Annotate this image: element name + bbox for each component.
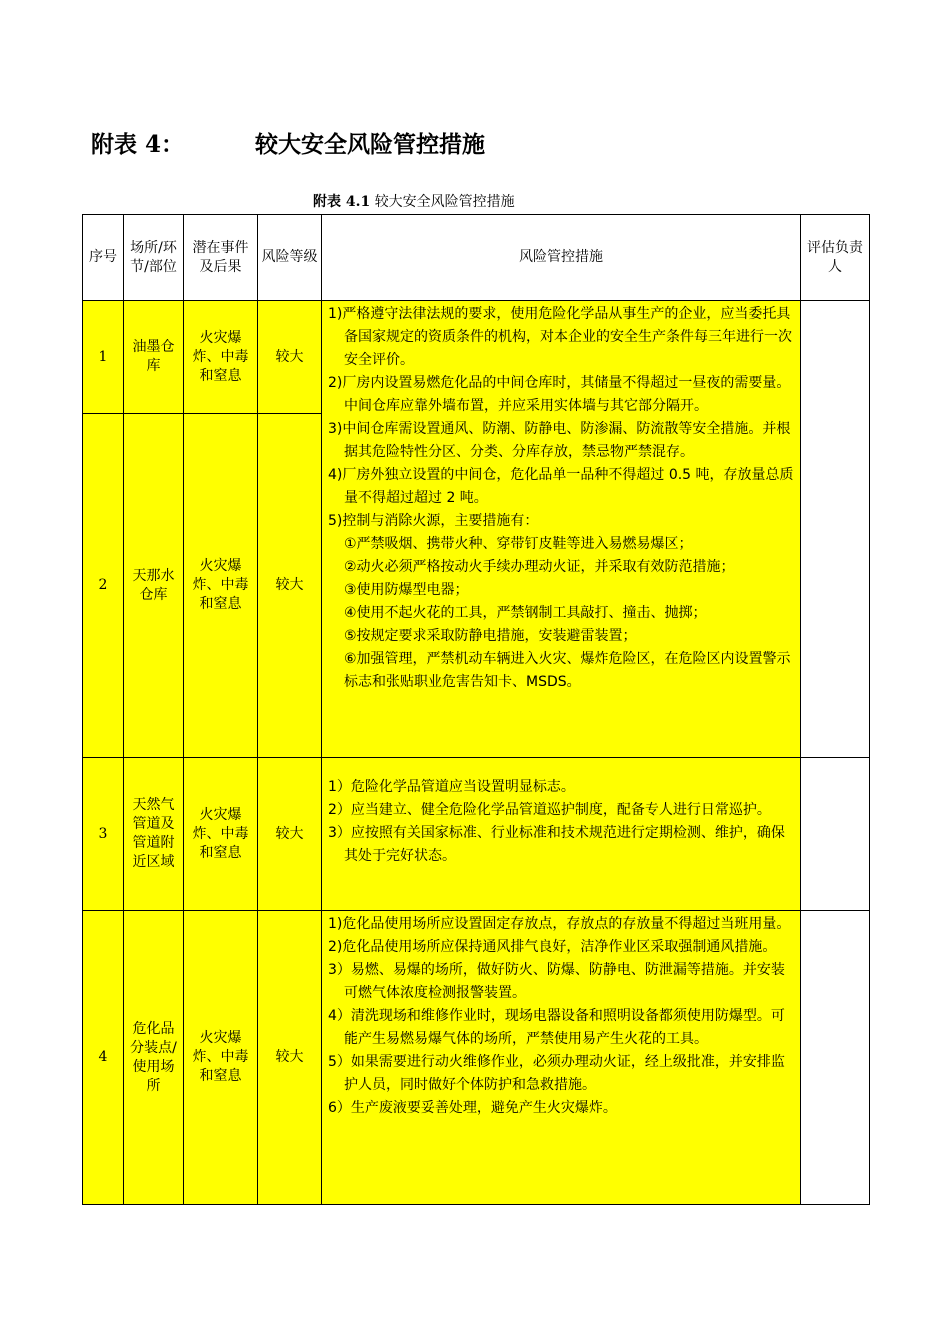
header-consequence: 潜在事件及后果 (184, 215, 258, 301)
measure-item: 3)中间仓库需设置通风、防潮、防静电、防渗漏、防流散等安全措施。并根据其危险特性分区、分类、分库存放，禁忌物严禁混存。 (328, 421, 791, 460)
row-place: 天那水仓库 (124, 414, 184, 758)
measure-item: 2）应当建立、健全危险化学品管道巡护制度，配备专人进行日常巡护。 (328, 802, 771, 818)
row-level: 较大 (258, 414, 322, 758)
measure-subitem: ③使用防爆型电器； (344, 582, 469, 598)
measure-subitem: ⑤按规定要求采取防静电措施，安装避雷装置； (344, 628, 637, 644)
row-no: 2 (83, 414, 124, 758)
assessor-cell (801, 758, 870, 911)
page-title (91, 126, 485, 159)
table-caption-prefix: 附表 4.1 (313, 194, 371, 210)
measure-item: 3）应按照有关国家标准、行业标准和技术规范进行定期检测、维护，确保其处于完好状态。 (328, 825, 785, 864)
row-consequence: 火灾爆炸、中毒和窒息 (184, 301, 258, 414)
row-no: 4 (83, 911, 124, 1205)
header-measures: 风险管控措施 (322, 215, 801, 301)
page-title-text: 较大安全风险管控措施 (255, 132, 485, 158)
measure-item: 4)厂房外独立设置的中间仓，危化品单一品种不得超过 0.5 吨，存放量总质量不得超过超过 2 吨。 (328, 467, 794, 506)
measure-item: 1)危化品使用场所应设置固定存放点，存放点的存放量不得超过当班用量。 (328, 916, 791, 932)
assessor-cell (801, 911, 870, 1205)
measure-item: 3）易燃、易爆的场所，做好防火、防爆、防静电、防泄漏等措施。并安装可燃气体浓度检测报警装置。 (328, 962, 785, 1001)
measure-subitem: ⑥加强管理，严禁机动车辆进入火灾、爆炸危险区，在危险区内设置警示标志和张贴职业危害告知卡、MSDS。 (344, 651, 791, 690)
row-no: 1 (83, 301, 124, 414)
table-header-row (83, 215, 870, 301)
measure-item: 1)严格遵守法律法规的要求，使用危险化学品从事生产的企业，应当委托具备国家规定的资质条件的机构，对本企业的安全生产条件每三年进行一次安全评价。 (328, 306, 792, 368)
measure-item: 6）生产废液要妥善处理，避免产生火灾爆炸。 (328, 1100, 617, 1116)
row-consequence: 火灾爆炸、中毒和窒息 (184, 911, 258, 1205)
row-level: 较大 (258, 301, 322, 414)
table-row (83, 911, 870, 1205)
page-title-label: 附表 4： (91, 131, 185, 158)
row-place: 危化品分装点/使用场所 (124, 911, 184, 1205)
measure-item: 5）如果需要进行动火维修作业，必须办理动火证，经上级批准，并安排监护人员，同时做好个体防护和急救措施。 (328, 1054, 785, 1093)
header-place: 场所/环节/部位 (124, 215, 184, 301)
measure-subitem: ②动火必须严格按动火手续办理动火证，并采取有效防范措施； (344, 559, 735, 575)
measure-subitem: ④使用不起火花的工具，严禁钢制工具敲打、撞击、抛掷； (344, 605, 707, 621)
header-no: 序号 (83, 215, 124, 301)
row-level: 较大 (258, 911, 322, 1205)
table-caption (313, 191, 515, 211)
measure-item: 5)控制与消除火源，主要措施有： (328, 513, 539, 529)
measure-item: 2)厂房内设置易燃危化品的中间仓库时，其储量不得超过一昼夜的需要量。中间仓库应靠外墙布置，并应采用实体墙与其它部分隔开。 (328, 375, 791, 414)
table-caption-text: 较大安全风险管控措施 (374, 194, 515, 210)
row-consequence: 火灾爆炸、中毒和窒息 (184, 758, 258, 911)
assessor-cell (801, 301, 870, 758)
row-place: 油墨仓库 (124, 301, 184, 414)
measures-cell (322, 301, 801, 758)
row-consequence: 火灾爆炸、中毒和窒息 (184, 414, 258, 758)
header-level: 风险等级 (258, 215, 322, 301)
measure-item: 2)危化品使用场所应保持通风排气良好，洁净作业区采取强制通风措施。 (328, 939, 777, 955)
measures-cell (322, 758, 801, 911)
table-row (83, 301, 870, 414)
measure-item: 4）清洗现场和维修作业时，现场电器设备和照明设备都须使用防爆型。可能产生易燃易爆气体的场所，严禁使用易产生火花的工具。 (328, 1008, 785, 1047)
measure-item: 1）危险化学品管道应当设置明显标志。 (328, 779, 575, 795)
row-place: 天然气管道及管道附近区域 (124, 758, 184, 911)
row-no: 3 (83, 758, 124, 911)
table-row (83, 758, 870, 911)
risk-control-table (82, 214, 870, 1205)
measure-subitem: ①严禁吸烟、携带火种、穿带钉皮鞋等进入易燃易爆区； (344, 536, 693, 552)
measures-cell (322, 911, 801, 1205)
header-assessor: 评估负责人 (801, 215, 870, 301)
row-level: 较大 (258, 758, 322, 911)
